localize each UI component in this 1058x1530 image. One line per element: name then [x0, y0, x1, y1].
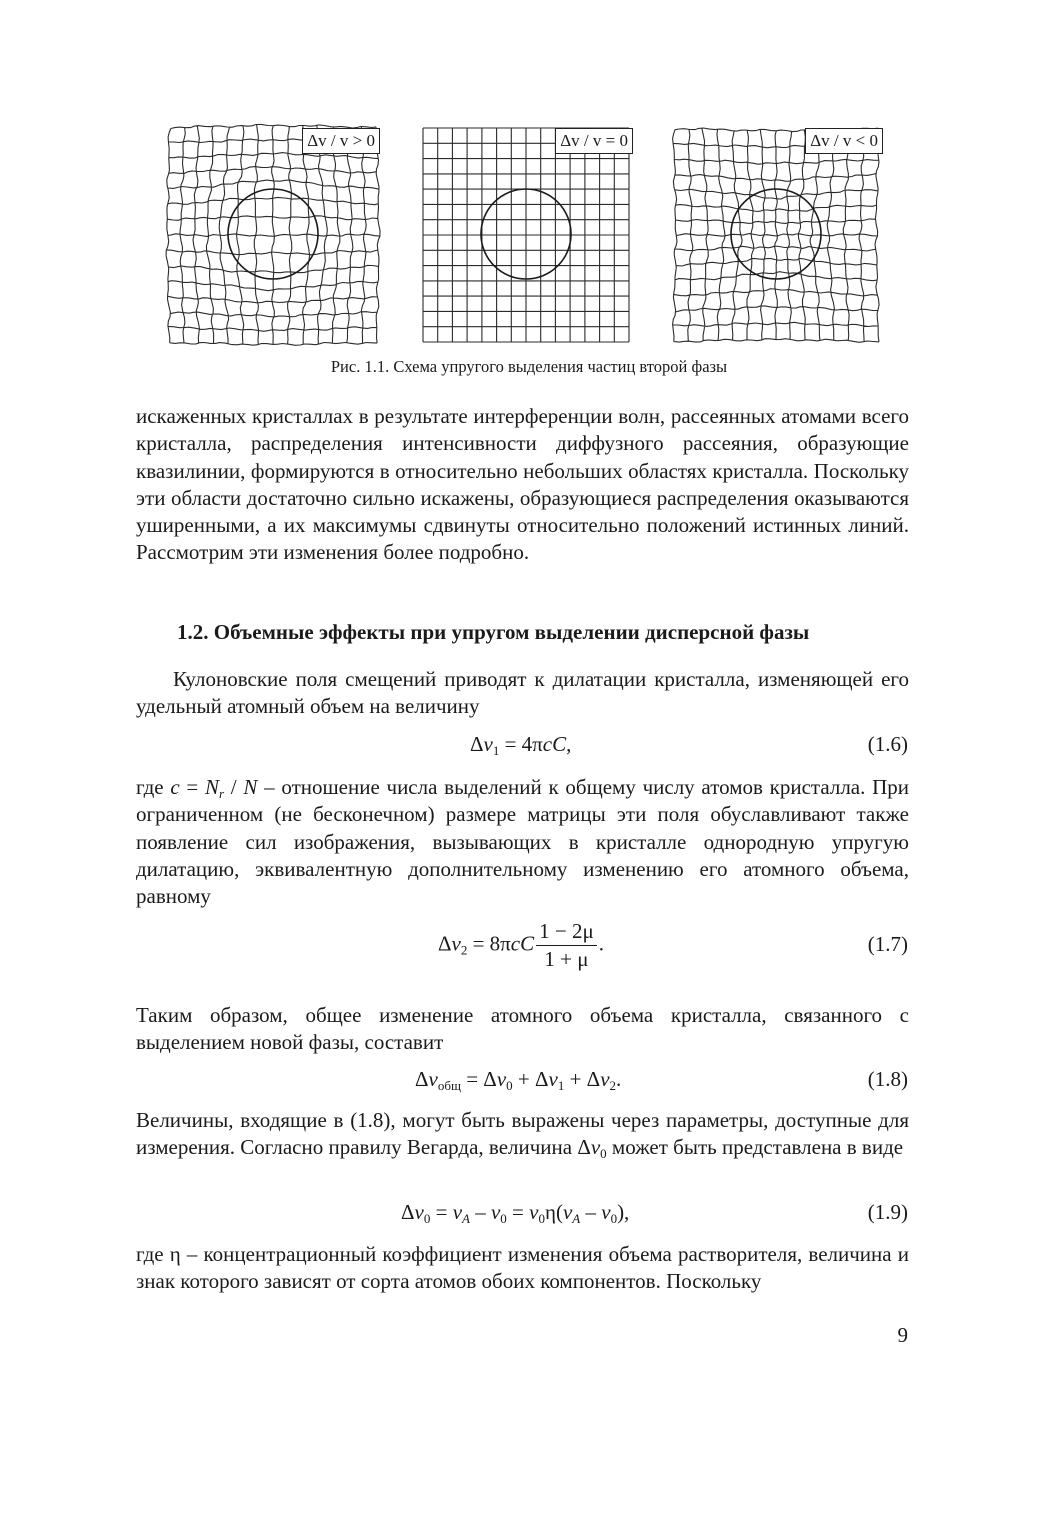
paragraph-3: где $c = N_r / N$ – отношение числа выделений к общему числу атомов кристалла. При ограниченном (не бесконечном) размере матрицы эти поля обуславливают также появление сил изображения, вызывающих в кристалле однородную упругую дилатацию, эквивалентную дополнительному изменению его атомного объема, равному	[136, 775, 910, 909]
equation-1-7: $\Delta v_2 = 8\pi cC$ $\frac{1 - 2\mu}{1 + \mu}$ .	[438, 919, 604, 971]
panel-label-contraction: Δv / v < 0	[805, 128, 883, 154]
fraction-numerator: 1 − 2μ	[536, 918, 597, 946]
fraction-1-7	[536, 918, 597, 973]
paragraph-5-start: Величины, входящие в (1.8), могут быть выражены через параметры, доступные для измерения. Согласно правилу Вегарда, величина Δ	[136, 1108, 909, 1160]
distorted-grid-expansion	[166, 124, 380, 346]
section-heading: 1.2. Объемные эффекты при упругом выделении дисперсной фазы	[177, 620, 810, 644]
equation-number-1-7: (1.7)	[867, 932, 908, 956]
equation-number-1-6: (1.6)	[867, 732, 908, 756]
grid-lines	[673, 128, 880, 342]
paragraph-6: где η – концентрационный коэффициент изменения объема растворителя, величина и знак которого зависят от сорта атомов обоих компонентов. Поскольку	[136, 1242, 909, 1294]
paragraph-3-start: где	[136, 775, 171, 799]
grid-lines	[423, 128, 629, 342]
paragraph-5: Величины, входящие в (1.8), могут быть выражены через параметры, доступные для измерения. Согласно правилу Вегарда, величина $\Delta v_0$ может быть представлена в виде	[136, 1108, 909, 1162]
equation-number-1-8: (1.8)	[867, 1067, 908, 1091]
figure-panel-expansion	[166, 124, 380, 346]
paragraph-2: Кулоновские поля смещений приводят к дилатации кристалла, изменяющей его удельный атомный объем на величину	[136, 667, 909, 719]
panel-label-neutral: Δv / v = 0	[555, 128, 633, 154]
page-number: 9	[897, 1323, 908, 1347]
distorted-grid-contraction	[669, 124, 883, 346]
paragraph-5-rest: может быть представлена в виде	[606, 1135, 904, 1160]
paragraph-1: искаженных кристаллах в результате интерференции волн, рассеянных атомами всего кристалла, распределения интенсивности диффузного рассеяния, образующие квазилинии, формируются в относительно небольших областях кристалла. Поскольку эти области достаточно сильно искажены, образующиеся распределения оказываются уширенными, а их максимумы сдвинуты относительно положений истинных линий. Рассмотрим эти изменения более подробно.	[136, 404, 909, 565]
equation-number-1-9: (1.9)	[867, 1200, 908, 1224]
figure-panel-neutral	[419, 124, 633, 346]
figure-caption: Рис. 1.1. Схема упругого выделения частиц второй фазы	[330, 357, 728, 376]
equation-1-6: $\Delta v_1 = 4\pi cC$,	[470, 732, 572, 758]
regular-grid-neutral	[419, 124, 633, 346]
fraction-denominator: 1 + μ	[544, 947, 589, 971]
equation-1-8: $\Delta v_{общ} = \Delta v_0 + \Delta v_1 + \Delta v_2$.	[415, 1067, 622, 1093]
figure-panel-contraction	[669, 124, 883, 346]
equation-1-9: $\Delta v_0 = v_A - v_0 = v_0\eta(v_A - v_0)$,	[401, 1200, 630, 1226]
panel-label-expansion: Δv / v > 0	[302, 128, 380, 154]
grid-lines	[166, 124, 380, 345]
paragraph-4: Таким образом, общее изменение атомного объема кристалла, связанного с выделением новой фазы, составит	[136, 1003, 909, 1055]
paragraph-3-rest: – отношение числа выделений к общему числу атомов кристалла. При ограниченном (не бесконечном) размере матрицы эти поля обуславливают также появление сил изображения, вызывающих в кристалле однородную упругую дилатацию, эквивалентную дополнительному изменению его атомного объема, равному	[136, 775, 910, 909]
